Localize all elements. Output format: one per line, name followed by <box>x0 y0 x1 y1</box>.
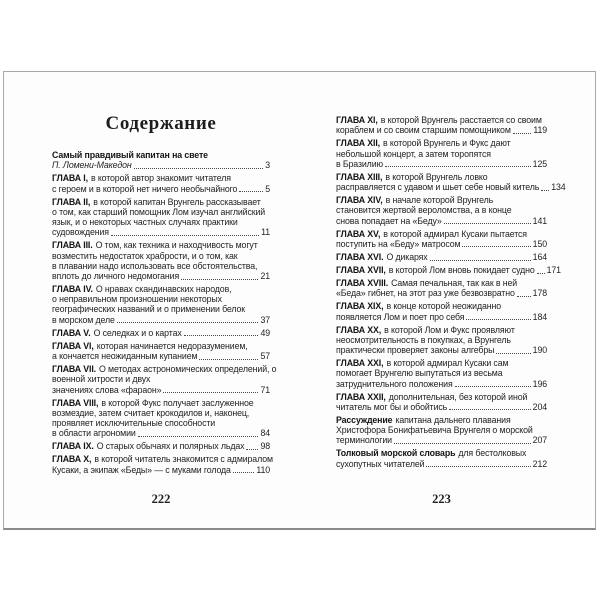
dot-leader <box>537 273 545 274</box>
toc-line <box>52 173 270 183</box>
toc-page-ref: 71 <box>260 384 270 395</box>
chapter-label: ГЛАВА II, <box>52 196 91 207</box>
dot-leader <box>111 235 259 236</box>
toc-line <box>336 172 547 182</box>
toc-page-ref: 141 <box>532 215 547 226</box>
toc-line <box>52 328 270 338</box>
chapter-description: Кусаки, а экипаж «Беды» — с муками голода <box>52 464 231 475</box>
toc-line <box>52 271 270 281</box>
chapter-description: возмездие, затем считает крокодилов и, наконец, <box>52 407 250 418</box>
dot-leader <box>449 409 531 410</box>
dot-leader <box>163 392 258 393</box>
chapter-description: сухопутных читателей <box>336 458 425 469</box>
toc-page-ref: 125 <box>532 158 547 169</box>
dot-leader <box>246 449 258 450</box>
toc-line <box>52 294 270 304</box>
chapter-label: ГЛАВА XI, <box>336 115 378 125</box>
dot-leader <box>444 223 531 224</box>
dot-leader <box>541 190 549 191</box>
chapter-description: Христофора Бонифатьевича Врунгеля о морской <box>336 425 533 436</box>
dot-leader <box>466 319 530 320</box>
chapter-label: ГЛАВА XV, <box>336 228 381 239</box>
dot-leader <box>426 466 530 467</box>
toc-page-ref: 37 <box>260 314 270 325</box>
chapter-description: о неправильном произношении некоторых <box>52 294 222 305</box>
toc-entry <box>336 252 547 262</box>
toc-line <box>52 197 270 207</box>
chapter-description: в которой читатель знакомится с адмиралом <box>94 454 273 465</box>
toc-line <box>52 418 270 428</box>
chapter-description: помогает Врунгелю выпутаться из весьма <box>336 368 503 379</box>
toc-line <box>336 115 547 125</box>
toc-line <box>52 251 270 261</box>
toc-entry <box>336 171 566 192</box>
toc-page-ref: 184 <box>532 311 547 322</box>
dot-leader <box>181 279 258 280</box>
toc-entry <box>336 415 547 446</box>
chapter-description: язык, и о некоторых частных случаях практики <box>52 217 238 227</box>
chapter-description: в которой Фукс получает заслуженное <box>101 397 254 408</box>
toc-entry <box>52 454 273 475</box>
toc-entry <box>52 398 270 439</box>
toc-line <box>336 159 547 169</box>
chapter-description: практически проверяет законы алгебры <box>336 345 495 356</box>
toc-line <box>52 284 270 294</box>
toc-line <box>52 261 270 271</box>
chapter-label: Рассуждение <box>336 414 393 425</box>
toc-page-ref: 204 <box>532 401 547 412</box>
toc-line <box>336 239 547 249</box>
toc-line <box>336 425 547 435</box>
toc-line <box>52 398 270 408</box>
toc-line <box>52 341 270 351</box>
chapter-description: в которой Лом и Фукс проявляют <box>384 324 515 335</box>
chapter-description: терминологии <box>336 435 392 446</box>
toc-page-ref: 178 <box>532 288 547 299</box>
chapter-description: О том, как техника и находчивость могут <box>95 240 258 251</box>
toc-line <box>336 216 547 226</box>
dot-leader <box>134 168 264 169</box>
chapter-description: в которой Врунгель и Фукс дают <box>383 138 511 149</box>
toc-line <box>336 264 561 275</box>
toc-page-ref: 212 <box>532 458 547 469</box>
toc-line <box>336 392 547 402</box>
dot-leader <box>199 359 258 360</box>
toc-line <box>52 364 277 375</box>
chapter-description: проявляет исключительные способности <box>52 418 216 428</box>
toc-line <box>336 402 547 412</box>
chapter-description: снова попадает на «Беду» <box>336 215 442 226</box>
chapter-label: ГЛАВА IV. <box>52 284 93 294</box>
toc-line <box>336 325 547 335</box>
toc-line <box>336 195 547 205</box>
toc-entry <box>336 229 547 249</box>
chapter-description: в плавании надо использовать все обстоятельства, <box>52 260 258 271</box>
chapter-description: «Беда» гибнет, на этот раз уже безвозвратно <box>336 288 515 299</box>
toc-line <box>52 465 270 475</box>
chapter-description: в которой Врунгель ловко <box>385 171 488 182</box>
toc-entry <box>336 448 547 468</box>
toc-entry <box>336 278 547 298</box>
dot-leader <box>496 353 530 354</box>
toc-page-ref: 3 <box>265 160 270 171</box>
chapter-description: в которой Лом вновь покидает судно <box>388 264 535 275</box>
toc-line <box>336 288 547 298</box>
dot-leader <box>138 436 259 437</box>
toc-line <box>336 205 547 215</box>
toc-line <box>52 374 270 384</box>
toc-line <box>336 435 547 445</box>
chapter-description: с героем и в которой нет ничего необычайного <box>52 183 238 194</box>
toc-entry <box>52 441 270 451</box>
toc-line <box>52 428 270 438</box>
chapter-label: ГЛАВА XIX, <box>336 301 384 312</box>
chapter-label: ГЛАВА XX, <box>336 324 382 335</box>
toc-entry <box>336 358 547 389</box>
chapter-label: ГЛАВА IX. <box>52 441 94 452</box>
toc-line <box>52 227 270 237</box>
toc-entry <box>336 195 547 226</box>
chapter-description: О старых обычаях и полярных льдах <box>96 441 245 452</box>
toc-line <box>52 240 270 250</box>
chapter-description: а кончается неожиданным купанием <box>52 351 198 361</box>
toc-page-ref: 134 <box>551 182 566 192</box>
chapter-label: ГЛАВА V. <box>52 327 91 338</box>
toc-line <box>52 315 270 325</box>
toc-entry <box>52 240 270 281</box>
chapter-description: О селедках и о картах <box>93 327 182 338</box>
toc-line <box>336 278 547 288</box>
toc-line <box>336 312 547 322</box>
toc-page-ref: 207 <box>532 435 547 446</box>
dot-leader <box>394 443 531 444</box>
toc-entry <box>52 197 270 238</box>
chapter-label: ГЛАВА X, <box>52 454 92 465</box>
toc-page-ref: 57 <box>260 351 270 361</box>
toc-entry <box>52 150 270 170</box>
chapter-description: становится жертвой вероломства, а в конце <box>336 205 512 216</box>
toc-page-ref: 110 <box>256 464 270 475</box>
chapter-description: в которой адмирал Кусаки сам <box>386 358 509 369</box>
toc-line <box>52 454 273 465</box>
dot-leader <box>455 386 531 387</box>
book-page-spread <box>3 71 596 530</box>
toc-line <box>336 335 547 345</box>
chapter-description: военной хитрости и двух <box>52 374 151 385</box>
chapter-description: возместить недостаток храбрости, и о том, как <box>52 250 238 261</box>
left-page-entries <box>52 150 277 478</box>
chapter-description: в которой автор знакомит читателя <box>90 173 231 184</box>
dot-leader <box>513 133 532 134</box>
toc-entry <box>52 328 270 338</box>
chapter-description: неосмотрительность в покупках, а Врунгель <box>336 334 511 345</box>
chapter-label: ГЛАВА XXII, <box>336 391 386 402</box>
chapter-description: капитана дальнего плавания <box>395 414 511 425</box>
toc-page-ref: 21 <box>260 270 270 281</box>
toc-line <box>52 408 270 418</box>
chapter-description: читатель мог бы и обойтись <box>336 401 448 412</box>
toc-entry <box>336 138 547 169</box>
chapter-description: в начале которой Врунгель <box>385 195 494 206</box>
chapter-description: о том, как старший помощник Лом изучал английский <box>52 206 266 217</box>
toc-entry <box>52 364 277 395</box>
chapter-label: Толковый морской словарь <box>336 448 456 459</box>
toc-page-ref: 5 <box>265 183 270 194</box>
chapter-label: ГЛАВА XII, <box>336 138 381 149</box>
toc-entry <box>52 341 270 361</box>
chapter-description: О дикарях <box>386 251 428 262</box>
chapter-description: поступить на «Беду» матросом <box>336 238 461 249</box>
toc-line <box>336 358 547 368</box>
toc-line <box>52 184 270 194</box>
toc-line <box>52 150 270 160</box>
toc-line <box>336 229 547 239</box>
chapter-description: в которой Врунгель расстается со своим <box>380 115 542 125</box>
toc-title: Содержание <box>105 113 217 134</box>
toc-page-ref: 119 <box>533 125 547 136</box>
toc-line <box>336 252 547 262</box>
toc-entry <box>336 325 547 356</box>
toc-page-ref: 196 <box>532 378 547 389</box>
chapter-description: О нравах скандинавских народов, <box>95 284 232 294</box>
toc-entry <box>52 284 270 325</box>
chapter-description: появляется Лом и поет про себя <box>336 311 465 322</box>
toc-line <box>336 125 547 135</box>
toc-entry <box>336 301 547 321</box>
chapter-description: значениях слова «фараон» <box>52 384 162 395</box>
chapter-label: ГЛАВА VI, <box>52 340 94 351</box>
page-number-left: 222 <box>151 492 171 506</box>
toc-page-ref: 11 <box>261 227 270 238</box>
toc-line <box>336 368 547 378</box>
toc-line <box>52 385 270 395</box>
chapter-label: ГЛАВА XIII, <box>336 171 383 182</box>
chapter-label: Самый правдивый капитан на свете <box>52 150 208 160</box>
toc-line <box>336 415 547 425</box>
dot-leader <box>239 191 263 192</box>
toc-line <box>52 441 270 451</box>
chapter-description: О методах астрономических определений, о <box>99 364 277 375</box>
toc-line <box>52 207 270 217</box>
right-page-entries <box>336 115 566 472</box>
chapter-label: ГЛАВА XVIII. <box>336 278 389 289</box>
toc-line <box>336 345 547 355</box>
chapter-description: в области агрономии <box>52 428 136 439</box>
chapter-description: для бестолковых <box>458 448 527 459</box>
chapter-description: небольшой концерт, а затем торопятся <box>336 148 491 159</box>
chapter-description: в морском деле <box>52 314 115 325</box>
chapter-label: ГЛАВА XXI, <box>336 358 384 369</box>
toc-line <box>336 138 547 148</box>
toc-page-ref: 171 <box>546 264 561 275</box>
toc-line <box>336 448 547 458</box>
toc-entry <box>52 173 270 193</box>
toc-line <box>336 379 547 389</box>
chapter-description: судовождения <box>52 227 109 238</box>
chapter-description: П. Ломени-Македон <box>52 160 132 171</box>
chapter-label: ГЛАВА XVI. <box>336 251 384 262</box>
chapter-description: географических названий и о применении белок <box>52 304 246 315</box>
chapter-label: ГЛАВА VIII, <box>52 397 99 408</box>
toc-entry <box>336 115 547 135</box>
chapter-label: ГЛАВА VII. <box>52 364 97 375</box>
toc-line <box>336 182 566 192</box>
toc-line <box>336 301 547 311</box>
dot-leader <box>117 322 259 323</box>
chapter-description: затруднительного положения <box>336 378 453 389</box>
dot-leader <box>233 472 255 473</box>
toc-line <box>336 459 547 469</box>
toc-page-ref: 190 <box>532 345 547 356</box>
dot-leader <box>517 296 531 297</box>
dot-leader <box>385 166 531 167</box>
toc-line <box>52 304 270 314</box>
page-number-right: 223 <box>432 492 451 506</box>
dot-leader <box>184 335 259 336</box>
chapter-description: расправляется с удавом и шьет себе новый китель <box>336 182 540 192</box>
toc-line <box>52 217 270 227</box>
chapter-description: в конце которой неожиданно <box>386 301 501 312</box>
toc-page-ref: 150 <box>532 238 547 249</box>
chapter-label: ГЛАВА XIV, <box>336 195 383 206</box>
toc-line <box>52 351 270 361</box>
toc-page-ref: 164 <box>532 251 547 262</box>
chapter-description: Самая печальная, так как в ней <box>391 278 518 289</box>
toc-line <box>336 149 547 159</box>
toc-line <box>52 160 270 170</box>
chapter-description: кораблем и со своим старшим помощником <box>336 125 511 136</box>
chapter-label: ГЛАВА I, <box>52 173 88 184</box>
chapter-description: дополнительная, без которой иной <box>388 391 528 402</box>
toc-page-ref: 49 <box>260 327 270 338</box>
chapter-description: в которой капитан Врунгель рассказывает <box>93 196 261 207</box>
dot-leader <box>462 246 530 247</box>
toc-page-ref: 98 <box>260 441 270 452</box>
chapter-description: в Бразилию <box>336 158 383 169</box>
toc-entry <box>336 264 561 275</box>
toc-entry <box>336 392 547 412</box>
chapter-label: ГЛАВА XVII, <box>336 264 386 275</box>
chapter-label: ГЛАВА III. <box>52 240 93 251</box>
chapter-description: которая начинается недоразумением, <box>96 340 248 351</box>
chapter-description: вплоть до личного недомогания <box>52 270 180 281</box>
toc-page-ref: 84 <box>260 428 270 439</box>
chapter-description: в которой адмирал Кусаки пытается <box>383 228 527 239</box>
dot-leader <box>430 260 531 261</box>
